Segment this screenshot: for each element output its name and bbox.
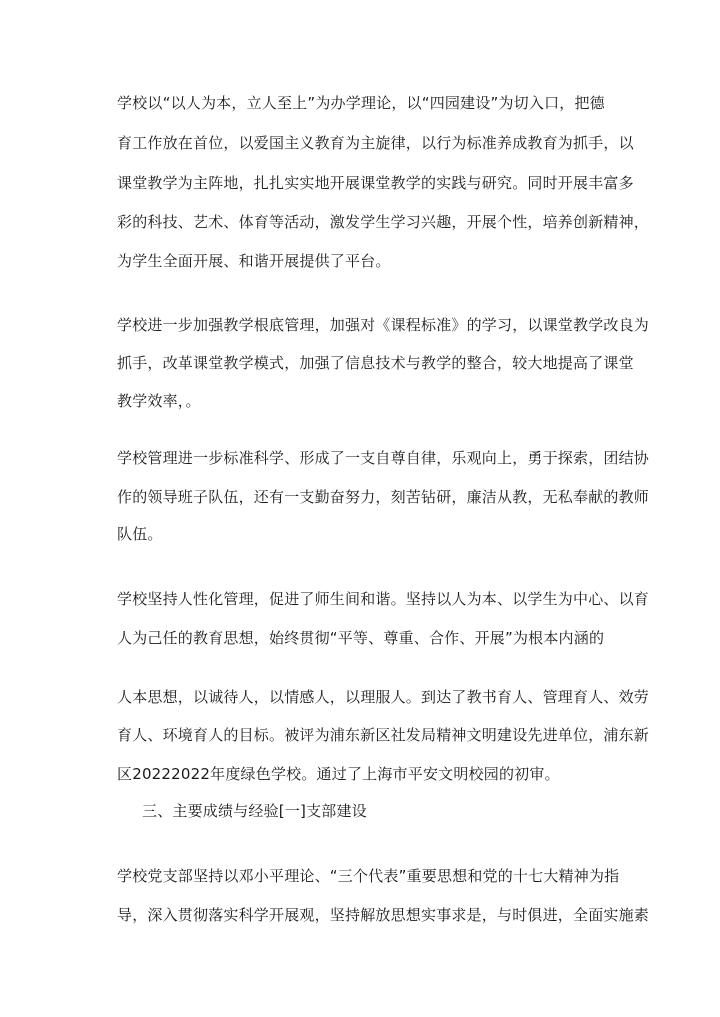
- paragraph-line: 学校进一步加强教学根底管理，加强对《课程标准》的学习，以课堂教学改良为: [117, 316, 650, 334]
- paragraph-line: 学校坚持人性化管理，促进了师生间和谐。坚持以人为本、以学生为中心、以育: [117, 590, 650, 608]
- paragraph-line: 学校党支部坚持以邓小平理论、“三个代表”重要思想和党的十七大精神为指: [117, 867, 620, 885]
- paragraph-line: 为学生全面开展、和谐开展提供了平台。: [117, 252, 391, 270]
- paragraph-line: 人为己任的教育思想，始终贯彻“平等、尊重、合作、开展”为根本内涵的: [117, 629, 605, 647]
- paragraph-line: 作的领导班子队伍，还有一支勤奋努力，刻苦钻研，廉洁从教，无私奉献的教师: [117, 488, 650, 506]
- paragraph-line: 教学效率，。: [117, 392, 201, 410]
- paragraph-line: 区20222022年度绿色学校。通过了上海市平安文明校园的初审。: [117, 765, 560, 783]
- paragraph-line: 队伍。: [117, 525, 163, 543]
- paragraph-line: 育人、环境育人的目标。被评为浦东新区社发局精神文明建设先进单位，浦东新: [117, 726, 650, 744]
- section-heading: 三、主要成绩与经验[一]支部建设: [142, 802, 367, 820]
- paragraph-line: 彩的科技、艺术、体育等活动，激发学生学习兴趣，开展个性，培养创新精神，: [117, 213, 650, 231]
- paragraph-line: 课堂教学为主阵地，扎扎实实地开展课堂教学的实践与研究。同时开展丰富多: [117, 174, 634, 192]
- paragraph-line: 人本思想，以诚待人，以情感人，以理服人。到达了教书育人、管理育人、效劳: [117, 688, 650, 706]
- paragraph-line: 导，深入贯彻落实科学开展观，坚持解放思想实事求是，与时俱进，全面实施素: [117, 906, 650, 924]
- paragraph-line: 抓手，改革课堂教学模式，加强了信息技术与教学的整合，较大地提高了课堂: [117, 354, 634, 372]
- paragraph-line: 育工作放在首位，以爱国主义教育为主旋律，以行为标准养成教育为抓手，以: [117, 134, 634, 152]
- paragraph-line: 学校管理进一步标准科学、形成了一支自尊自律，乐观向上，勇于探索，团结协: [117, 449, 650, 467]
- paragraph-line: 学校以“以人为本，立人至上”为办学理论，以“四园建设”为切入口，把德: [117, 94, 605, 112]
